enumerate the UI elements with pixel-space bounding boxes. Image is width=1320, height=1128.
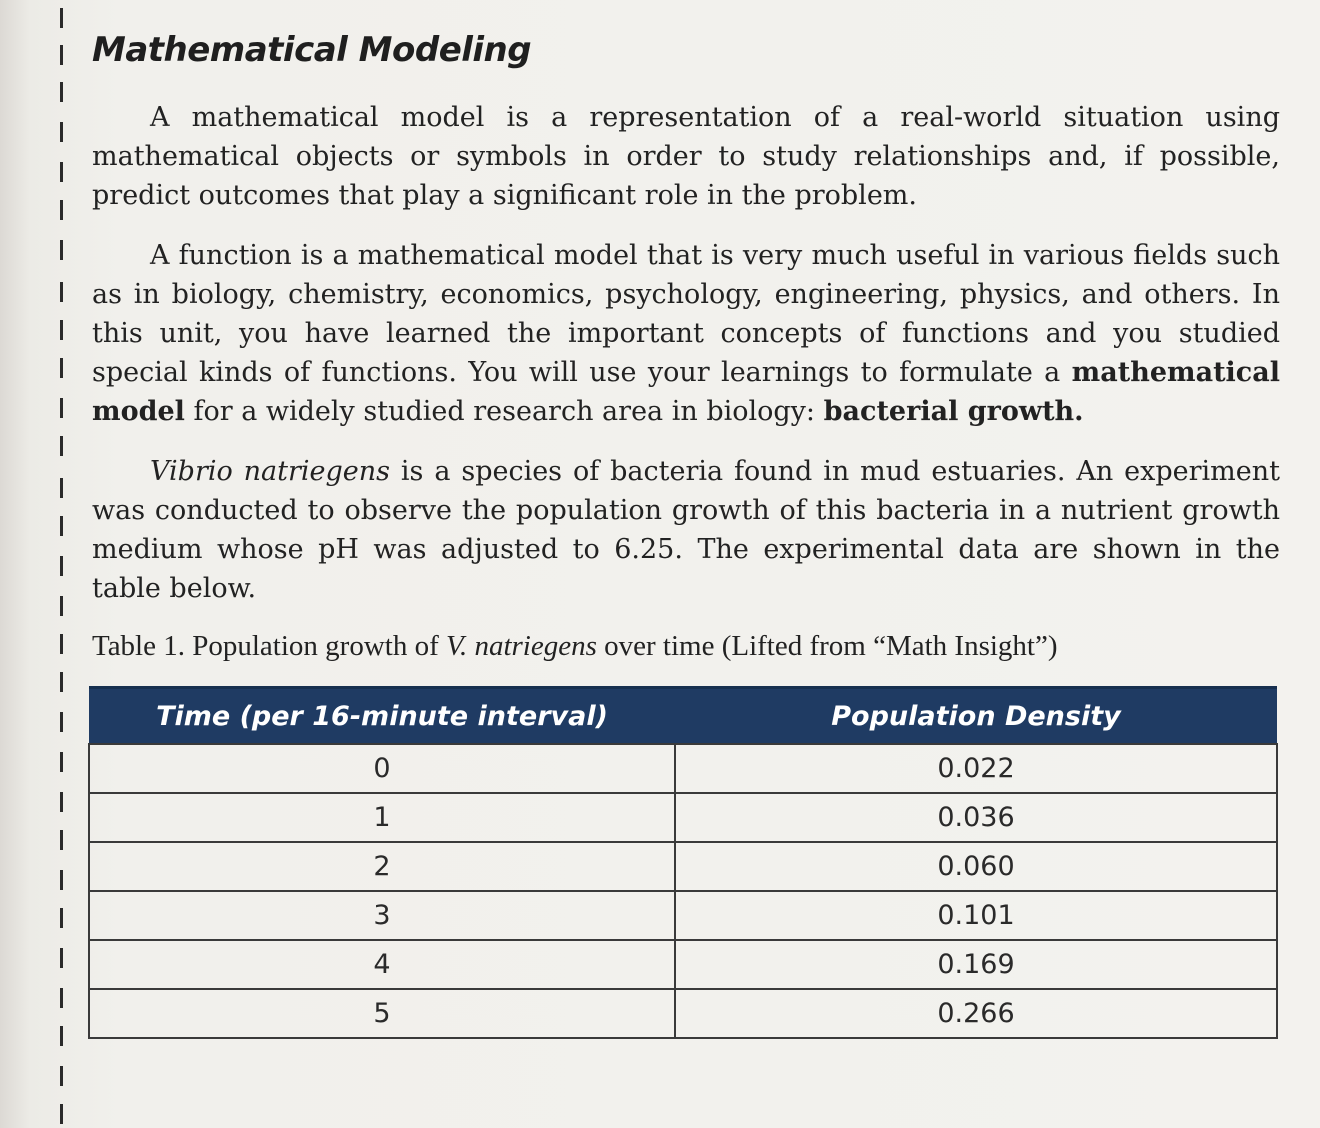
margin-mark (60, 988, 63, 1008)
term-bacterial-growth: bacterial growth. (823, 396, 1084, 427)
margin-mark (60, 634, 63, 654)
margin-mark (60, 45, 63, 65)
margin-mark (60, 1104, 63, 1124)
table-row (89, 842, 1277, 891)
margin-mark (60, 436, 63, 456)
cell-time: 0 (89, 744, 675, 793)
margin-mark (60, 516, 63, 536)
header-time: Time (per 16-minute interval) (89, 688, 675, 745)
term-mathematical-model: mathematical model (92, 357, 1280, 427)
species-name: Vibrio natriegens (150, 456, 391, 487)
table-row (89, 793, 1277, 842)
table-caption (92, 628, 1058, 664)
margin-mark (60, 358, 63, 378)
margin-mark (60, 240, 63, 260)
margin-mark (60, 200, 63, 220)
cell-time: 2 (89, 842, 675, 891)
margin-mark (60, 908, 63, 928)
caption-prefix: Table 1. Population growth of (92, 630, 446, 662)
margin-marks (60, 0, 66, 1128)
margin-mark (60, 792, 63, 812)
paragraph-function-middle: for a widely studied research area in biology: (184, 396, 824, 427)
cell-density: 0.266 (675, 989, 1277, 1038)
margin-mark (60, 1066, 63, 1086)
cell-density: 0.060 (675, 842, 1277, 891)
header-population-density: Population Density (675, 688, 1277, 745)
margin-mark (60, 870, 63, 890)
margin-mark (60, 752, 63, 772)
table-row (89, 891, 1277, 940)
cell-density: 0.036 (675, 793, 1277, 842)
table-row (89, 744, 1277, 793)
margin-mark (60, 282, 63, 302)
margin-mark (60, 122, 63, 142)
margin-mark (60, 478, 63, 498)
margin-mark (60, 8, 63, 28)
paragraph-experiment (92, 452, 1280, 608)
cell-density: 0.022 (675, 744, 1277, 793)
table-row (89, 989, 1277, 1038)
table-row (89, 940, 1277, 989)
margin-mark (60, 556, 63, 576)
margin-mark (60, 398, 63, 418)
margin-mark (60, 712, 63, 732)
margin-mark (60, 596, 63, 616)
paragraph-definition (92, 98, 1280, 215)
paragraph-function-text: A function is a mathematical model that is very much useful in various fields such as in biology, chemistry, economics, psychology, engineering, physics, and others. In this unit, you have learned the important concepts of functions and you studied special kinds of functions. You will use your learnings to formulate a (92, 240, 1280, 388)
margin-mark (60, 162, 63, 182)
paragraph-function (92, 236, 1280, 431)
population-table (88, 686, 1278, 1039)
cell-time: 5 (89, 989, 675, 1038)
section-title: Mathematical Modeling (92, 30, 532, 70)
paragraph-experiment-text: is a species of bacteria found in mud estuaries. An experiment was conducted to observe the population growth of this bacteria in a nutrient growth medium whose pH was adjusted to 6.25. The experimental data are shown in the table below. (92, 456, 1280, 604)
margin-mark (60, 82, 63, 102)
margin-mark (60, 320, 63, 340)
cell-density: 0.169 (675, 940, 1277, 989)
margin-mark (60, 830, 63, 850)
cell-time: 1 (89, 793, 675, 842)
margin-mark (60, 672, 63, 692)
margin-mark (60, 1026, 63, 1046)
cell-time: 3 (89, 891, 675, 940)
margin-mark (60, 948, 63, 968)
cell-density: 0.101 (675, 891, 1277, 940)
caption-suffix: over time (Lifted from “Math Insight”) (596, 630, 1058, 662)
cell-time: 4 (89, 940, 675, 989)
table-header-row (89, 688, 1277, 745)
caption-species: V. natriegens (445, 630, 597, 662)
paragraph-definition-text: A mathematical model is a representation of a real-world situation using mathematical objects or symbols in order to study relationships and, if possible, predict outcomes that play a significant role in the problem. (92, 102, 1280, 211)
